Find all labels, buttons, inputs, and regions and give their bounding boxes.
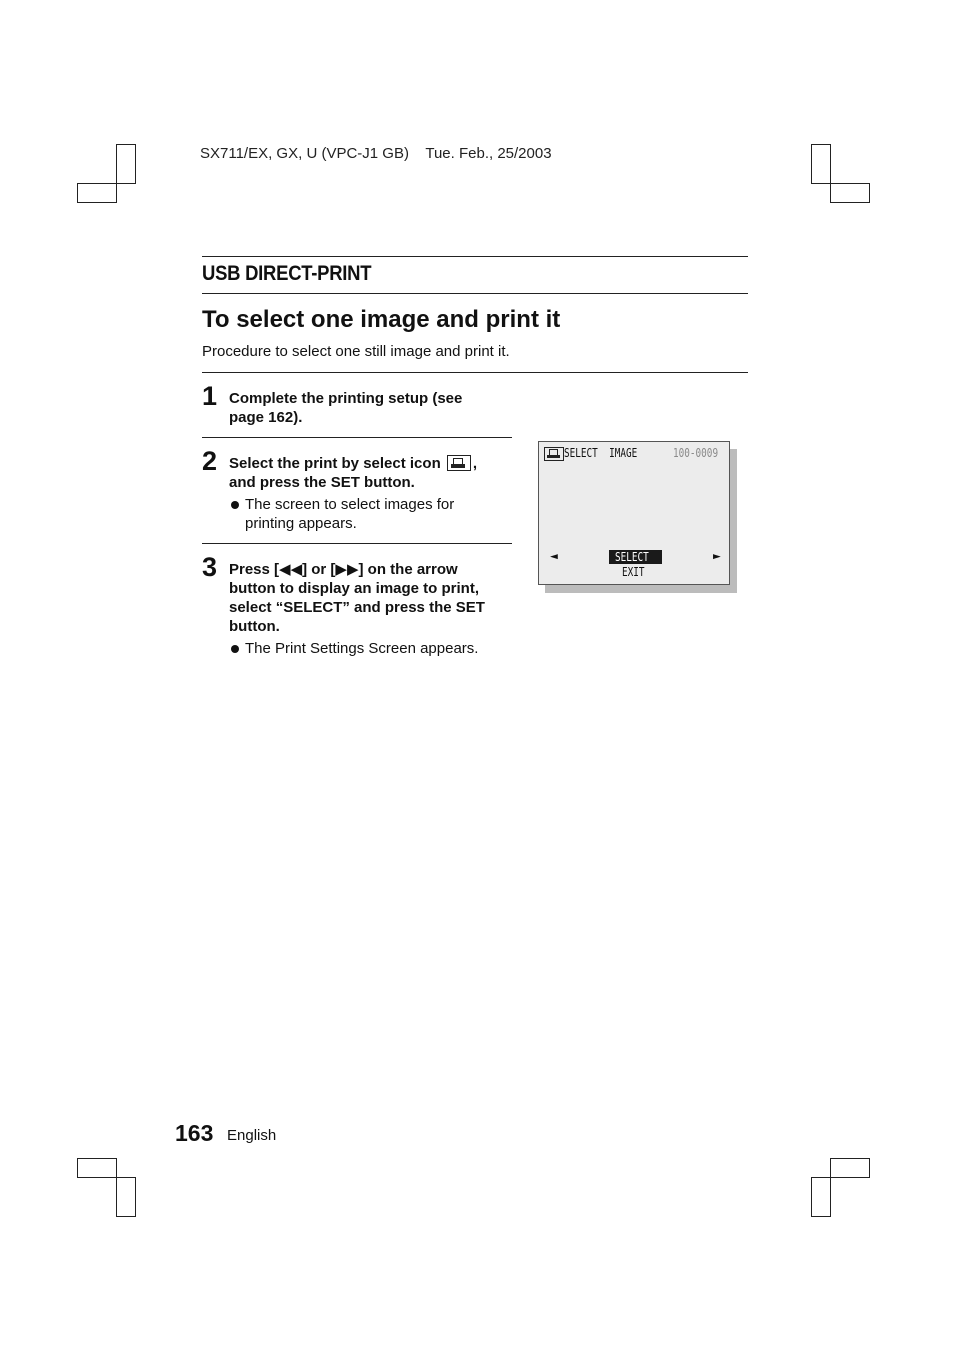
- page-language: English: [227, 1127, 277, 1144]
- screen-select-option: SELECT: [615, 550, 649, 564]
- crop-mark-bottom-right-horizontal: [830, 1158, 870, 1178]
- step-3-bullet-text: The Print Settings Screen appears.: [245, 640, 479, 657]
- step-2-text-after: , and press the SET button.: [229, 455, 478, 491]
- print-header: [200, 145, 552, 162]
- step-1-number: 1: [202, 381, 218, 411]
- print-icon: [544, 447, 564, 461]
- crop-mark-bottom-left-vertical: [116, 1177, 136, 1217]
- step-2-text: [229, 454, 504, 492]
- step-2-bullet-text: The screen to select images for printing appears.: [245, 496, 455, 532]
- crop-mark-top-right-vertical: [811, 144, 831, 184]
- bullet-dot: [231, 645, 239, 653]
- page-title: To select one image and print it: [202, 306, 561, 333]
- step-2-rule: [202, 543, 512, 544]
- print-icon: [447, 455, 471, 471]
- section-bottom-rule: [202, 293, 748, 294]
- bullet-dot: [231, 501, 239, 509]
- crop-mark-top-left-vertical: [116, 144, 136, 184]
- step-2-bullet: [229, 495, 489, 533]
- left-arrow-icon: ◄: [550, 549, 558, 564]
- crop-mark-top-right-horizontal: [830, 183, 870, 203]
- step-2-text-before: Select the print by select icon: [229, 455, 441, 472]
- step-1-text: Complete the printing setup (see page 162).: [229, 390, 463, 426]
- section-top-rule: [202, 256, 748, 257]
- crop-mark-bottom-right-vertical: [811, 1177, 831, 1217]
- step-3-number: 3: [202, 552, 218, 582]
- step-3-bullet: [229, 639, 509, 658]
- step-2-number: 2: [202, 446, 218, 476]
- intro-rule: [202, 372, 748, 373]
- header-date: Tue. Feb., 25/2003: [425, 145, 552, 162]
- screen-exit-option: EXIT: [622, 565, 645, 579]
- section-title: USB DIRECT-PRINT: [202, 262, 372, 285]
- step-1-rule: [202, 437, 512, 438]
- step-3-text: Press [◀◀] or [▶▶] on the arrow button to display an image to print, select “SELECT” and press the SET button.: [229, 561, 485, 635]
- screen-title: SELECT IMAGE: [564, 446, 638, 460]
- crop-mark-bottom-left-horizontal: [77, 1158, 117, 1178]
- right-arrow-icon: ►: [713, 549, 721, 564]
- screen-file-number: 100-0009: [673, 446, 719, 460]
- camera-screen: [538, 441, 730, 585]
- header-model: SX711/EX, GX, U (VPC-J1 GB): [200, 145, 409, 162]
- crop-mark-top-left-horizontal: [77, 183, 117, 203]
- page-intro: Procedure to select one still image and print it.: [202, 343, 510, 360]
- page-number: 163: [175, 1120, 214, 1146]
